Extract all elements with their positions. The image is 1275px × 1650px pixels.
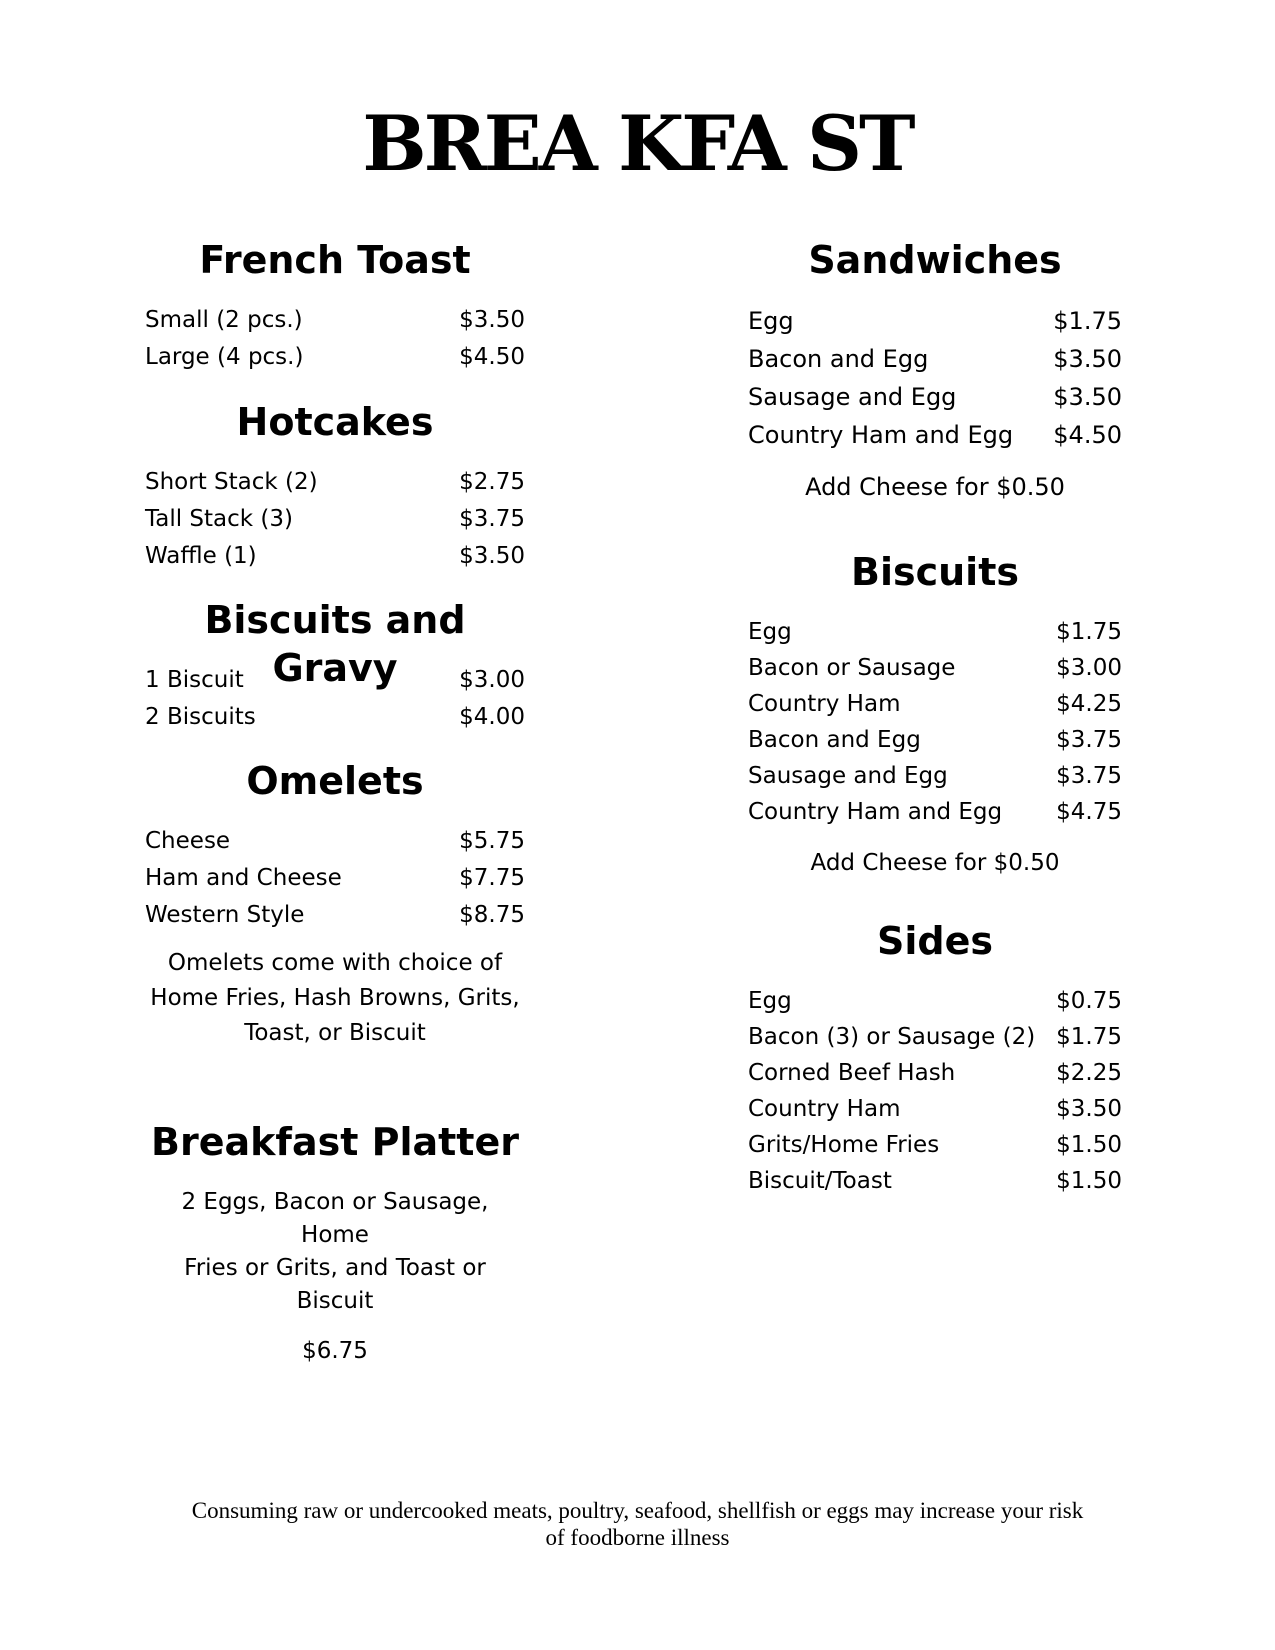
item-name: Waffle (1)	[145, 543, 257, 569]
section-heading: Omelets	[246, 759, 424, 803]
item-price: $3.75	[1056, 727, 1122, 753]
section-biscuits	[748, 548, 1122, 881]
section-heading: Biscuits	[851, 550, 1019, 594]
item-name: 1 Biscuit	[145, 667, 244, 693]
item-name: Country Ham	[748, 691, 901, 717]
item-name: Tall Stack (3)	[145, 506, 293, 532]
item-price: $8.75	[459, 902, 525, 928]
desc-line: Fries or Grits, and Toast or Biscuit	[184, 1255, 486, 1314]
item-price: $3.50	[459, 307, 525, 333]
menu-item	[145, 860, 525, 897]
item-name: Egg	[748, 307, 794, 335]
section-french-toast	[145, 236, 525, 376]
item-price: $4.50	[459, 344, 525, 370]
item-price: $3.50	[459, 543, 525, 569]
menu-item	[748, 614, 1122, 650]
menu-item	[145, 538, 525, 575]
menu-item	[748, 794, 1122, 830]
food-safety-disclaimer	[145, 1497, 1130, 1551]
item-name: Country Ham and Egg	[748, 421, 1014, 449]
item-name: Biscuit/Toast	[748, 1168, 892, 1194]
note-line: Toast, or Biscuit	[244, 1020, 426, 1046]
section-sandwiches	[748, 236, 1122, 505]
menu-item	[748, 983, 1122, 1019]
menu-item	[748, 758, 1122, 794]
section-hotcakes	[145, 398, 525, 575]
menu-item	[748, 302, 1122, 340]
item-name: Sausage and Egg	[748, 763, 948, 789]
menu-item	[145, 699, 525, 736]
menu-item	[748, 722, 1122, 758]
item-name: Egg	[748, 619, 792, 645]
menu-item	[748, 416, 1122, 454]
item-price: $7.75	[459, 865, 525, 891]
note-line: Home Fries, Hash Browns, Grits,	[150, 985, 520, 1011]
section-omelets	[145, 757, 525, 1051]
item-name: Country Ham and Egg	[748, 799, 1003, 825]
menu-item	[145, 823, 525, 860]
item-name: Bacon (3) or Sausage (2)	[748, 1024, 1036, 1050]
item-price: $1.75	[1053, 307, 1122, 335]
menu-item	[748, 1091, 1122, 1127]
menu-item	[748, 1019, 1122, 1055]
item-price: $3.50	[1053, 345, 1122, 373]
item-price: $2.75	[459, 469, 525, 495]
desc-line: 2 Eggs, Bacon or Sausage, Home	[181, 1189, 489, 1248]
item-name: Short Stack (2)	[145, 469, 318, 495]
item-price: $3.50	[1053, 383, 1122, 411]
section-heading: Breakfast Platter	[151, 1120, 519, 1164]
item-price: $4.75	[1056, 799, 1122, 825]
section-heading: Hotcakes	[236, 400, 434, 444]
item-name: Corned Beef Hash	[748, 1060, 956, 1086]
item-price: $0.75	[1056, 988, 1122, 1014]
item-price: $3.00	[1056, 655, 1122, 681]
section-heading: Sides	[877, 919, 993, 963]
item-name: Bacon and Egg	[748, 727, 921, 753]
item-price: $1.50	[1056, 1168, 1122, 1194]
section-sides	[748, 917, 1122, 1199]
add-cheese-note: Add Cheese for $0.50	[810, 850, 1060, 876]
platter-description	[145, 1186, 525, 1318]
disclaimer-line: of foodborne illness	[545, 1525, 730, 1550]
section-biscuits-and-gravy	[145, 596, 525, 736]
menu-item	[145, 501, 525, 538]
item-name: Bacon or Sausage	[748, 655, 956, 681]
section-heading: French Toast	[199, 238, 471, 282]
menu-item	[748, 1055, 1122, 1091]
item-price: $3.50	[1056, 1096, 1122, 1122]
item-price: $3.75	[459, 506, 525, 532]
menu-item	[748, 686, 1122, 722]
section-breakfast-platter	[145, 1118, 525, 1364]
menu-item	[748, 378, 1122, 416]
item-name: Ham and Cheese	[145, 865, 342, 891]
item-price: $3.00	[459, 667, 525, 693]
menu-item	[145, 464, 525, 501]
menu-item	[145, 662, 525, 699]
item-name: Large (4 pcs.)	[145, 344, 304, 370]
item-price: $4.25	[1056, 691, 1122, 717]
item-price: $1.50	[1056, 1132, 1122, 1158]
menu-item	[748, 650, 1122, 686]
item-price: $1.75	[1056, 1024, 1122, 1050]
note-line: Omelets come with choice of	[167, 950, 503, 976]
item-price: $2.25	[1056, 1060, 1122, 1086]
item-name: Bacon and Egg	[748, 345, 929, 373]
menu-item	[748, 1163, 1122, 1199]
item-name: Grits/Home Fries	[748, 1132, 940, 1158]
menu-title: BREA KFA ST	[362, 99, 913, 188]
item-name: Country Ham	[748, 1096, 901, 1122]
item-price: $4.00	[459, 704, 525, 730]
item-price: $3.75	[1056, 763, 1122, 789]
section-heading: Biscuits and Gravy	[204, 598, 466, 690]
item-name: Western Style	[145, 902, 305, 928]
menu-item	[748, 340, 1122, 378]
section-heading: Sandwiches	[808, 238, 1062, 282]
menu-item	[145, 897, 525, 934]
item-name: Cheese	[145, 828, 231, 854]
add-cheese-note: Add Cheese for $0.50	[805, 473, 1065, 501]
menu-item	[145, 302, 525, 339]
item-name: Small (2 pcs.)	[145, 307, 303, 333]
platter-price: $6.75	[302, 1338, 368, 1364]
item-name: Egg	[748, 988, 792, 1014]
item-price: $4.50	[1053, 421, 1122, 449]
menu-item	[145, 339, 525, 376]
disclaimer-line: Consuming raw or undercooked meats, poultry, seafood, shellfish or eggs may increase your risk	[191, 1498, 1084, 1523]
omelet-note	[145, 946, 525, 1051]
item-name: 2 Biscuits	[145, 704, 256, 730]
item-price: $5.75	[459, 828, 525, 854]
item-name: Sausage and Egg	[748, 383, 957, 411]
menu-item	[748, 1127, 1122, 1163]
item-price: $1.75	[1056, 619, 1122, 645]
